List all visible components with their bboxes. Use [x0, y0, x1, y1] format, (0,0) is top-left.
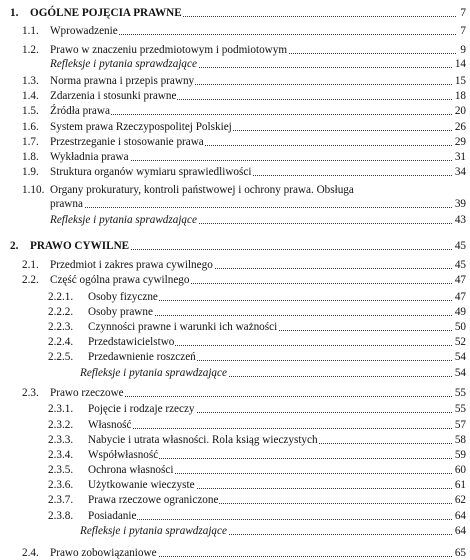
- toc-number: 1.10.: [22, 184, 45, 196]
- toc-entry[interactable]: [0, 104, 470, 118]
- toc-title: Użytkowanie wieczyste: [88, 479, 195, 491]
- toc-title: Osoby fizyczne: [88, 291, 158, 303]
- toc-page-number: 20: [454, 105, 466, 117]
- toc-page-number: 29: [454, 136, 466, 148]
- toc-title: Przedmiot i zakres prawa cywilnego: [50, 259, 213, 271]
- toc-title: Przestrzeganie i stosowanie prawa: [50, 136, 204, 148]
- toc-page-number: 62: [454, 494, 466, 506]
- toc-entry[interactable]: [0, 290, 470, 304]
- toc-page-number: 47: [454, 274, 466, 286]
- toc-entry[interactable]: [0, 89, 470, 103]
- toc-entry[interactable]: [0, 183, 470, 197]
- toc-entry[interactable]: [0, 546, 470, 560]
- toc-title: PRAWO CYWILNE: [30, 240, 130, 252]
- toc-page-number: 26: [454, 121, 466, 133]
- toc-title: Część ogólna prawa cywilnego: [50, 274, 190, 286]
- toc-title: Wykładnia prawa: [50, 151, 129, 163]
- toc-number: 2.2.4.: [48, 336, 74, 348]
- toc-title: System prawa Rzeczypospolitej Polskiej: [50, 121, 232, 133]
- toc-entry[interactable]: [0, 350, 470, 364]
- toc-title: Prawo w znaczeniu przedmiotowym i podmiotowym: [50, 44, 288, 56]
- toc-number: 2.2.: [22, 274, 39, 286]
- toc-page-number: 34: [454, 166, 466, 178]
- toc-page-number: 65: [454, 547, 466, 559]
- toc-page-number: 49: [454, 306, 466, 318]
- toc-number: 2.3.2.: [48, 419, 74, 431]
- toc-page-number: 52: [454, 336, 466, 348]
- toc-entry[interactable]: [0, 197, 470, 211]
- toc-title: Prawa rzeczowe ograniczone: [88, 494, 219, 506]
- toc-title: prawna: [50, 198, 83, 210]
- toc-number: 1.7.: [22, 136, 39, 148]
- toc-entry[interactable]: [0, 366, 470, 380]
- toc-page-number: 18: [454, 90, 466, 102]
- toc-number: 2.3.3.: [48, 434, 74, 446]
- toc-number: 2.3.5.: [48, 464, 74, 476]
- toc-title: Osoby prawne: [88, 306, 153, 318]
- toc-page-number: 59: [454, 449, 466, 461]
- toc-title: Pojęcie i rodzaje rzeczy: [88, 403, 195, 415]
- toc-number: 2.: [10, 240, 19, 252]
- toc-title: Źródła prawa: [50, 105, 110, 117]
- toc-number: 2.3.4.: [48, 449, 74, 461]
- toc-number: 1.8.: [22, 151, 39, 163]
- toc-page-number: 54: [454, 367, 466, 379]
- toc-entry[interactable]: [0, 74, 470, 88]
- toc-entry[interactable]: [0, 433, 470, 447]
- toc-entry[interactable]: [0, 273, 470, 287]
- toc-entry[interactable]: [0, 258, 470, 272]
- toc-title: Posiadanie: [88, 510, 137, 522]
- toc-title: OGÓLNE POJĘCIA PRAWNE: [30, 7, 182, 19]
- toc-number: 2.2.3.: [48, 321, 74, 333]
- toc-leader-dots: [92, 428, 456, 429]
- toc-title: Własność: [88, 419, 132, 431]
- toc-title: Wprowadzenie: [50, 25, 118, 37]
- toc-entry[interactable]: [0, 57, 470, 71]
- toc-title: Organy prokuratury, kontroli państwowej i ochrony prawa. Obsługa: [50, 184, 354, 196]
- toc-entry[interactable]: [0, 305, 470, 319]
- toc-title: Refleksje i pytania sprawdzające: [80, 367, 227, 379]
- toc-page-number: 60: [454, 464, 466, 476]
- toc-entry[interactable]: [0, 43, 470, 57]
- toc-entry[interactable]: [0, 448, 470, 462]
- toc-title: Norma prawna i przepis prawny: [50, 75, 195, 87]
- toc-number: 2.2.5.: [48, 351, 74, 363]
- toc-page-number: 45: [454, 240, 466, 252]
- toc-title: Nabycie i utrata własności. Rola ksiąg wieczystych: [88, 434, 318, 446]
- toc-entry[interactable]: [0, 463, 470, 477]
- toc-entry[interactable]: [0, 165, 470, 179]
- toc-entry[interactable]: [0, 24, 470, 38]
- toc-number: 2.3.7.: [48, 494, 74, 506]
- toc-entry[interactable]: [0, 213, 470, 227]
- toc-entry[interactable]: [0, 509, 470, 523]
- toc-entry[interactable]: [0, 150, 470, 164]
- toc-page-number: 57: [454, 419, 466, 431]
- toc-page-number: 54: [454, 351, 466, 363]
- toc-page-number: 15: [454, 75, 466, 87]
- toc-page-number: 55: [454, 387, 466, 399]
- toc-page-number: 47: [454, 291, 466, 303]
- toc-number: 1.2.: [22, 44, 39, 56]
- toc-entry[interactable]: [0, 493, 470, 507]
- toc-title: Refleksje i pytania sprawdzające: [50, 214, 197, 226]
- toc-leader-dots: [54, 207, 456, 208]
- toc-entry[interactable]: [0, 402, 470, 416]
- toc-title: Przedawnienie roszczeń: [88, 351, 196, 363]
- toc-entry[interactable]: [0, 135, 470, 149]
- toc-leader-dots: [92, 519, 456, 520]
- toc-number: 1.9.: [22, 166, 39, 178]
- toc-title: Prawo zobowiązaniowe: [50, 547, 157, 559]
- toc-chapter[interactable]: [0, 239, 470, 253]
- toc-page-number: 43: [454, 214, 466, 226]
- toc-page-number: 64: [454, 510, 466, 522]
- toc-entry[interactable]: [0, 418, 470, 432]
- toc-entry[interactable]: [0, 478, 470, 492]
- toc-number: 1.: [10, 7, 19, 19]
- toc-entry[interactable]: [0, 524, 470, 538]
- toc-chapter[interactable]: [0, 6, 470, 20]
- toc-number: 2.3.1.: [48, 403, 74, 415]
- toc-number: 2.4.: [22, 547, 39, 559]
- toc-page-number: 14: [454, 58, 466, 70]
- toc-number: 1.1.: [22, 25, 39, 37]
- toc-page-number: 55: [454, 403, 466, 415]
- toc-page-number: 58: [454, 434, 466, 446]
- toc-number: 2.1.: [22, 259, 39, 271]
- toc-page-number: 61: [454, 479, 466, 491]
- toc-page-number: 7: [460, 7, 466, 19]
- toc-title: Ochrona własności: [88, 464, 174, 476]
- toc-leader-dots: [54, 114, 456, 115]
- toc-number: 2.2.1.: [48, 291, 74, 303]
- toc-number: 2.2.2.: [48, 306, 74, 318]
- toc-title: Zdarzenia i stosunki prawne: [50, 90, 177, 102]
- toc-number: 2.3.6.: [48, 479, 74, 491]
- toc-page-number: 45: [454, 259, 466, 271]
- toc-title: Refleksje i pytania sprawdzające: [50, 58, 197, 70]
- toc-page-number: 7: [460, 25, 466, 37]
- toc-entry[interactable]: [0, 320, 470, 334]
- toc-title: Refleksje i pytania sprawdzające: [80, 525, 227, 537]
- toc-number: 1.3.: [22, 75, 39, 87]
- toc-number: 1.5.: [22, 105, 39, 117]
- toc-page-number: 31: [454, 151, 466, 163]
- toc-page-number: 39: [454, 198, 466, 210]
- toc-title: Współwłasność: [88, 449, 159, 461]
- toc-title: Prawo rzeczowe: [50, 387, 124, 399]
- toc-title: Czynności prawne i warunki ich ważności: [88, 321, 278, 333]
- toc-entry[interactable]: [0, 386, 470, 400]
- toc-page-number: 9: [460, 44, 466, 56]
- toc-entry[interactable]: [0, 335, 470, 349]
- toc-number: 1.6.: [22, 121, 39, 133]
- toc-entry[interactable]: [0, 120, 470, 134]
- toc-number: 2.3.8.: [48, 510, 74, 522]
- toc-page-number: 50: [454, 321, 466, 333]
- toc-number: 2.3.: [22, 387, 39, 399]
- toc-number: 1.4.: [22, 90, 39, 102]
- toc-page-number: 64: [454, 525, 466, 537]
- toc-title: Przedstawicielstwo: [88, 336, 175, 348]
- toc-title: Struktura organów wymiaru sprawiedliwości: [50, 166, 252, 178]
